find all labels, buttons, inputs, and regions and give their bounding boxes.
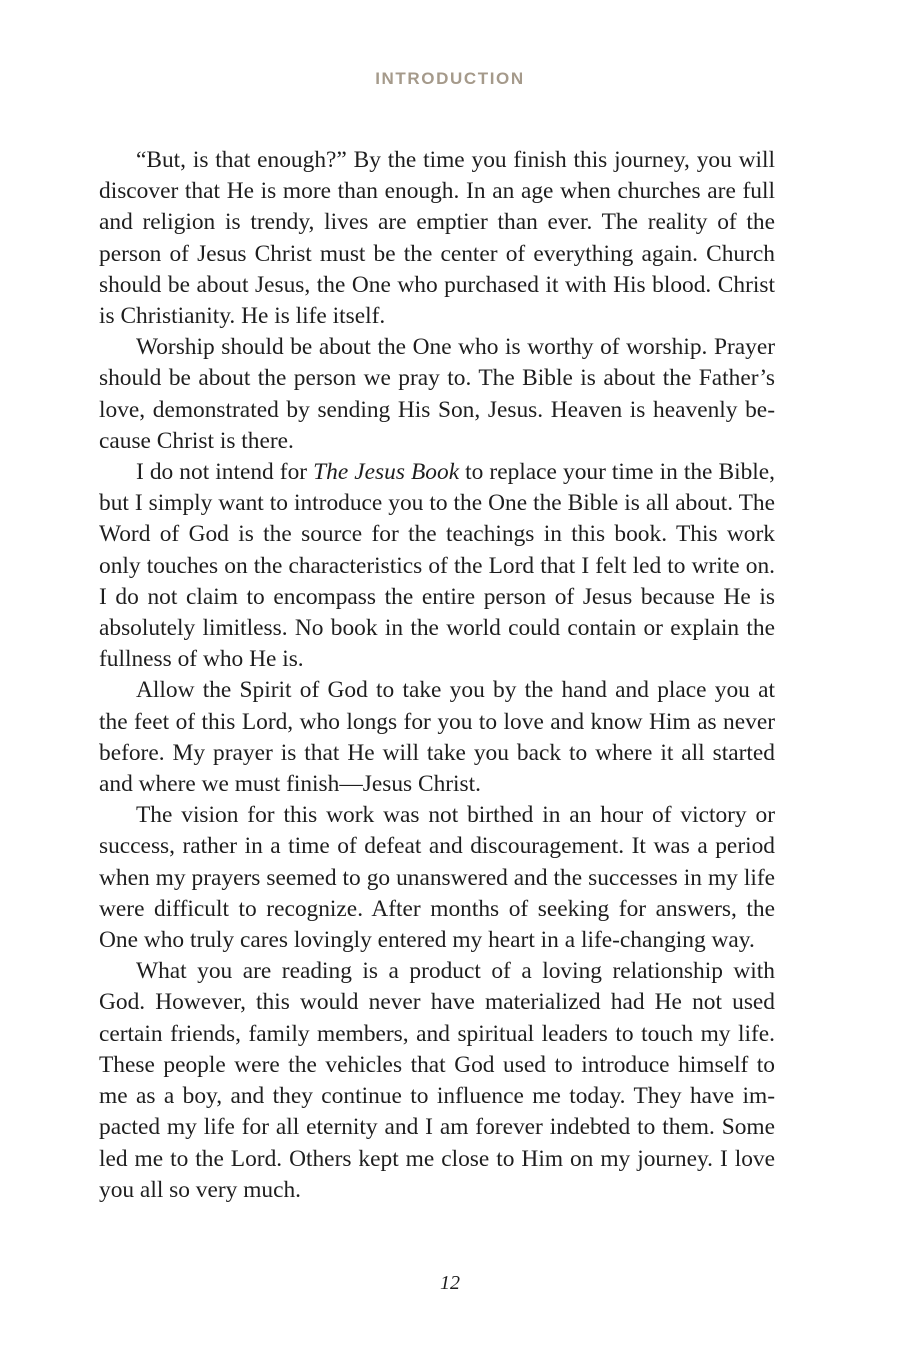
page-number: 12 xyxy=(440,1272,460,1294)
paragraph-4: Allow the Spirit of God to take you by the hand and place you at the feet of this Lord, who longs for you to love and know Him as never before. My prayer is that He will take you back to where it all started and where we must finish—Jesus Christ. xyxy=(99,677,775,798)
book-title: The Jesus Book xyxy=(313,459,460,486)
paragraph-2: Worship should be about the One who is worthy of worship. Prayer should be about the person we pray to. The Bible is about the Father’s love, demonstrated by sending His Son, Jesus. Heaven is heavenly because Christ is there. xyxy=(99,334,775,454)
paragraph-5: The vision for this work was not birthed in an hour of victory or success, rather in a time of defeat and discouragement. It was a period when my prayers seemed to go unanswered and the successes in my life were difficult to recognize. After months of seeking for answers, the One who truly cares lovingly entered my heart in a life-changing way. xyxy=(99,802,775,954)
paragraph-3-rest: to replace your time in the Bible, but I simply want to introduce you to the One the Bible is all about. The Word of God is the source for the teachings in this book. This work only touches on the characteristics of the Lord that I felt led to write on. I do not claim to encompass the entire person of Jesus because He is absolutely limitless. No book in the world could contain or explain the fullness of who He is. xyxy=(99,459,775,673)
running-head: INTRODUCTION xyxy=(375,69,525,88)
body-text xyxy=(99,145,775,1206)
paragraph-3 xyxy=(99,457,775,675)
paragraph-3-lead: I do not intend for xyxy=(136,459,314,486)
paragraph-6: What you are reading is a product of a loving relationship with God. However, this would never have materialized had He not used certain friends, family members, and spiritual leaders to touch my life. These people were the vehicles that God used to introduce himself to me as a boy, and they continue to influence me today. They have impacted my life for all eternity and I am forever indebted to them. Some led me to the Lord. Others kept me close to Him on my journey. I love you all so very much. xyxy=(99,958,775,1203)
paragraph-1: “But, is that enough?” By the time you finish this journey, you will discover that He is more than enough. In an age when churches are full and religion is trendy, lives are emptier than ever. The reality of the person of Jesus Christ must be the center of everything again. Church should be about Jesus, the One who purchased it with His blood. Christ is Christianity. He is life itself. xyxy=(99,147,775,330)
